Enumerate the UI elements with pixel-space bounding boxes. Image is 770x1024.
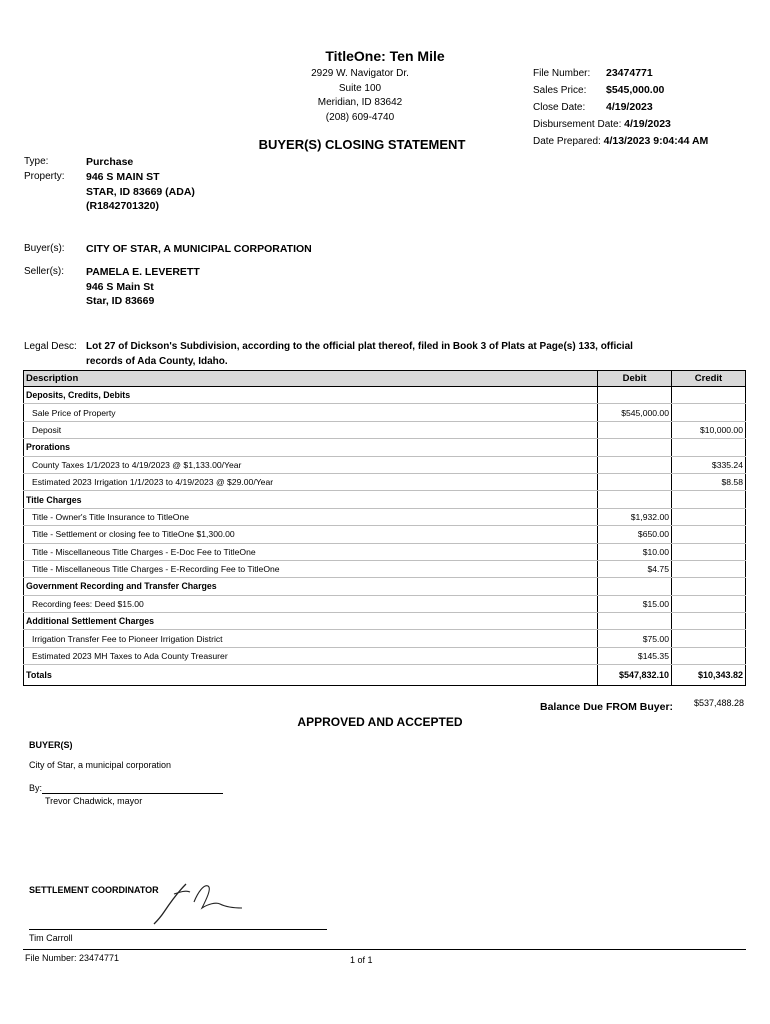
row-credit xyxy=(672,387,746,404)
table-row xyxy=(24,456,746,473)
row-debit: $545,000.00 xyxy=(598,404,672,421)
disbursement-value: 4/19/2023 xyxy=(624,118,671,130)
description-header: Description xyxy=(24,371,598,387)
row-description: Additional Settlement Charges xyxy=(24,613,598,630)
row-credit xyxy=(672,630,746,647)
row-debit xyxy=(598,491,672,508)
legal-line: records of Ada County, Idaho. xyxy=(86,355,228,367)
table-row xyxy=(24,526,746,543)
signature-line xyxy=(29,929,327,930)
row-description: Title - Settlement or closing fee to TitleOne $1,300.00 xyxy=(24,526,598,543)
table-row xyxy=(24,560,746,577)
settlement-coordinator-label: SETTLEMENT COORDINATOR xyxy=(29,885,159,895)
row-description: Title - Owner's Title Insurance to TitleOne xyxy=(24,508,598,525)
close-date-label: Close Date: xyxy=(533,102,586,113)
row-description: Sale Price of Property xyxy=(24,404,598,421)
file-number-label: File Number: xyxy=(533,68,591,79)
sales-price-row xyxy=(533,84,708,101)
section-row xyxy=(24,491,746,508)
company-address xyxy=(260,67,460,125)
row-credit xyxy=(672,526,746,543)
row-debit: $145.35 xyxy=(598,647,672,664)
row-credit: $8.58 xyxy=(672,473,746,490)
sales-price-label: Sales Price: xyxy=(533,85,587,96)
close-date-row xyxy=(533,101,708,118)
row-description: Estimated 2023 Irrigation 1/1/2023 to 4/19/2023 @ $29.00/Year xyxy=(24,473,598,490)
row-debit xyxy=(598,439,672,456)
row-credit: $10,000.00 xyxy=(672,421,746,438)
row-debit: $650.00 xyxy=(598,526,672,543)
signature-line xyxy=(42,793,223,794)
row-description: County Taxes 1/1/2023 to 4/19/2023 @ $1,133.00/Year xyxy=(24,456,598,473)
section-row xyxy=(24,613,746,630)
row-description: Deposit xyxy=(24,421,598,438)
row-description: Government Recording and Transfer Charges xyxy=(24,578,598,595)
credit-header: Credit xyxy=(672,371,746,387)
disbursement-label: Disbursement Date: xyxy=(533,119,622,130)
section-row xyxy=(24,578,746,595)
table-row xyxy=(24,595,746,612)
table-row xyxy=(24,421,746,438)
company-name: TitleOne: Ten Mile xyxy=(325,48,445,64)
row-debit xyxy=(598,456,672,473)
row-credit xyxy=(672,508,746,525)
row-description: Prorations xyxy=(24,439,598,456)
row-credit xyxy=(672,439,746,456)
statement-title: BUYER(S) CLOSING STATEMENT xyxy=(258,137,466,152)
by-label: By: xyxy=(29,783,43,793)
address-line: 2929 W. Navigator Dr. xyxy=(311,68,409,79)
prepared-row xyxy=(533,135,708,152)
file-number-value: 23474771 xyxy=(606,67,653,79)
row-credit xyxy=(672,543,746,560)
balance-label: Balance Due FROM Buyer: xyxy=(540,701,674,713)
footer-rule xyxy=(23,949,746,950)
buyer-name: City of Star, a municipal corporation xyxy=(29,760,172,770)
totals-row xyxy=(24,665,746,686)
section-row xyxy=(24,439,746,456)
row-debit xyxy=(598,473,672,490)
row-description: Title - Miscellaneous Title Charges - E-Recording Fee to TitleOne xyxy=(24,560,598,577)
coordinator-signature xyxy=(150,878,250,928)
row-description: Title Charges xyxy=(24,491,598,508)
property-line: (R1842701320) xyxy=(86,200,159,212)
seller-line: Star, ID 83669 xyxy=(86,295,155,307)
footer-file-number: File Number: 23474771 xyxy=(25,953,120,963)
row-credit xyxy=(672,560,746,577)
row-credit xyxy=(672,404,746,421)
table-row xyxy=(24,543,746,560)
totals-label: Totals xyxy=(24,665,598,686)
debit-header: Debit xyxy=(598,371,672,387)
address-line: Suite 100 xyxy=(338,82,382,94)
seller-label: Seller(s): xyxy=(24,266,65,277)
coordinator-name: Tim Carroll xyxy=(29,933,73,943)
seller-line: PAMELA E. LEVERETT xyxy=(86,266,200,278)
buyers-label: BUYER(S) xyxy=(29,740,73,750)
table-row xyxy=(24,404,746,421)
section-row xyxy=(24,387,746,404)
table-header xyxy=(24,371,746,387)
address-line: Meridian, ID 83642 xyxy=(317,97,403,108)
row-description: Deposits, Credits, Debits xyxy=(24,387,598,404)
property-line: 946 S MAIN ST xyxy=(86,171,160,183)
row-debit: $1,932.00 xyxy=(598,508,672,525)
close-date-value: 4/19/2023 xyxy=(606,101,653,113)
address-line: (208) 609-4740 xyxy=(325,111,395,123)
seller-value xyxy=(86,265,200,309)
legal-value xyxy=(86,340,646,369)
totals-credit: $10,343.82 xyxy=(672,665,746,686)
buyer-value: CITY OF STAR, A MUNICIPAL CORPORATION xyxy=(86,243,312,255)
row-debit xyxy=(598,578,672,595)
row-description: Irrigation Transfer Fee to Pioneer Irrigation District xyxy=(24,630,598,647)
row-credit xyxy=(672,613,746,630)
row-credit: $335.24 xyxy=(672,456,746,473)
row-debit: $10.00 xyxy=(598,543,672,560)
legal-label: Legal Desc: xyxy=(24,341,77,352)
row-description: Recording fees: Deed $15.00 xyxy=(24,595,598,612)
prepared-label: Date Prepared: xyxy=(533,136,601,147)
totals-debit: $547,832.10 xyxy=(598,665,672,686)
row-debit xyxy=(598,387,672,404)
disbursement-row xyxy=(533,118,708,135)
balance-value: $537,488.28 xyxy=(693,698,744,708)
type-value: Purchase xyxy=(86,156,134,168)
type-label: Type: xyxy=(24,156,49,167)
table-row xyxy=(24,473,746,490)
row-description: Title - Miscellaneous Title Charges - E-Doc Fee to TitleOne xyxy=(24,543,598,560)
buyer-label: Buyer(s): xyxy=(24,243,65,254)
charges-table xyxy=(23,370,746,686)
footer-page-number: 1 of 1 xyxy=(350,955,373,965)
row-credit xyxy=(672,647,746,664)
row-credit xyxy=(672,578,746,595)
row-description: Estimated 2023 MH Taxes to Ada County Treasurer xyxy=(24,647,598,664)
table-row xyxy=(24,647,746,664)
property-label: Property: xyxy=(24,171,65,182)
row-credit xyxy=(672,595,746,612)
row-credit xyxy=(672,491,746,508)
property-value xyxy=(86,170,195,214)
row-debit: $4.75 xyxy=(598,560,672,577)
seller-line: 946 S Main St xyxy=(86,280,154,293)
legal-line: Lot 27 of Dickson's Subdivision, according to the official plat thereof, filed in Book 3 of Plats at Page(s) 133, official xyxy=(86,341,633,352)
file-info xyxy=(533,67,708,152)
row-debit: $15.00 xyxy=(598,595,672,612)
row-debit: $75.00 xyxy=(598,630,672,647)
property-line: STAR, ID 83669 (ADA) xyxy=(86,185,195,198)
prepared-value: 4/13/2023 9:04:44 AM xyxy=(603,135,709,147)
sales-price-value: $545,000.00 xyxy=(606,84,665,96)
approval-title: APPROVED AND ACCEPTED xyxy=(297,715,463,729)
table-row xyxy=(24,630,746,647)
signer-name: Trevor Chadwick, mayor xyxy=(45,796,143,806)
row-debit xyxy=(598,421,672,438)
table-row xyxy=(24,508,746,525)
row-debit xyxy=(598,613,672,630)
file-number-row xyxy=(533,67,708,84)
